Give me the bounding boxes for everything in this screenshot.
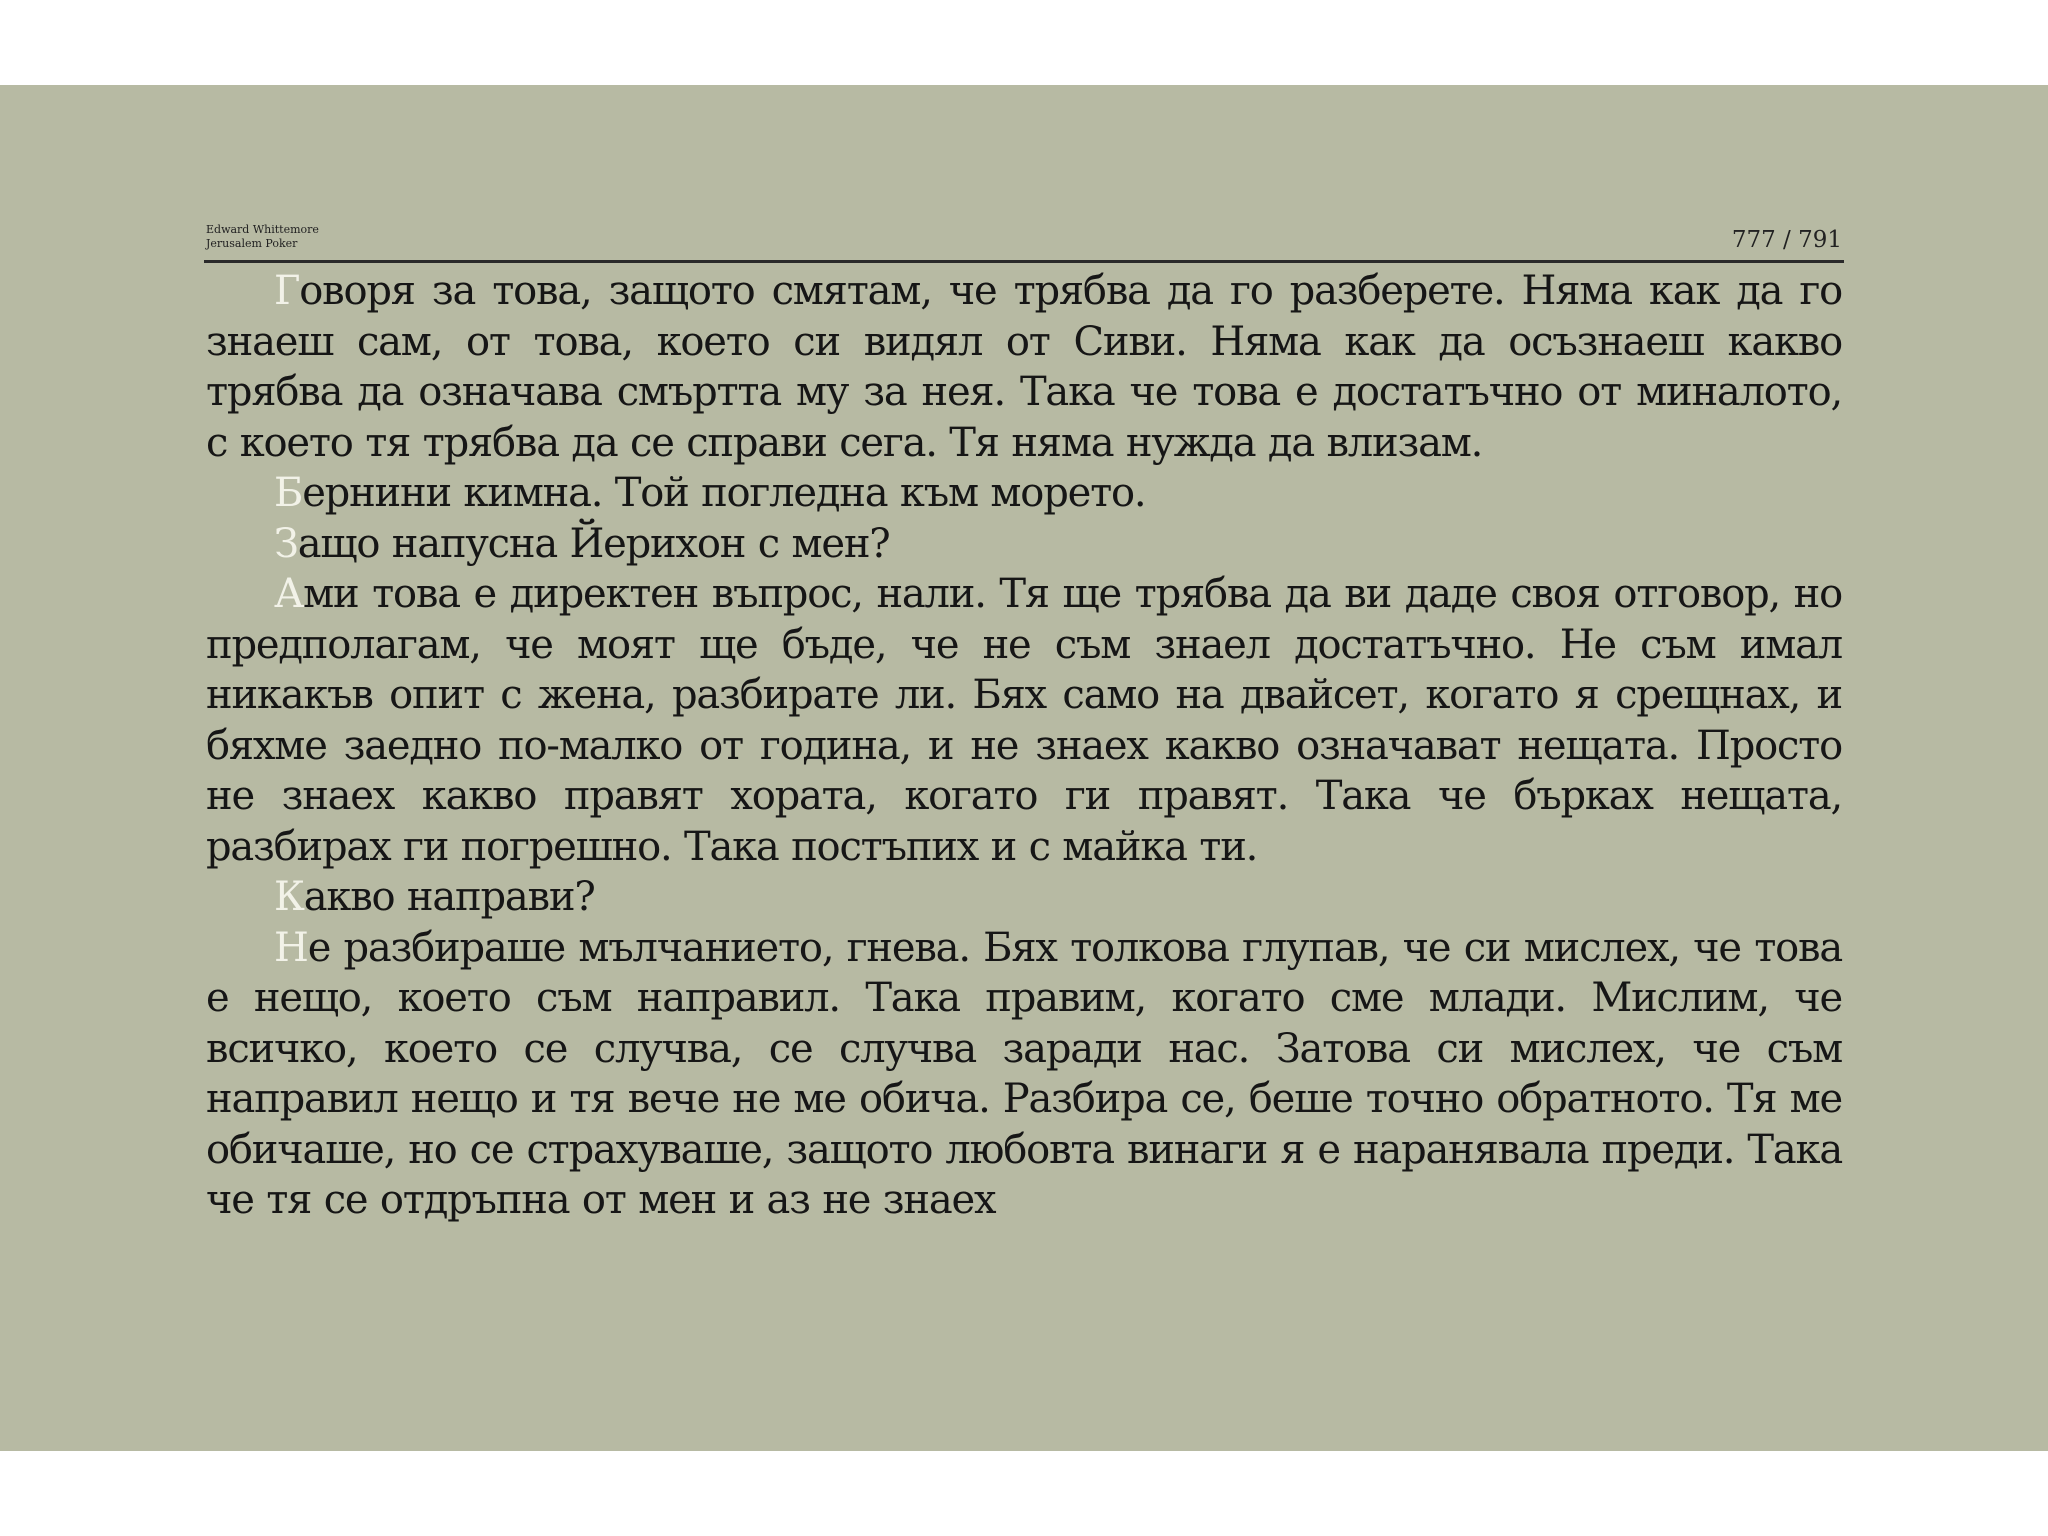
paragraph [206, 519, 1842, 570]
page-header [204, 223, 1844, 263]
paragraph-initial: З [274, 520, 298, 567]
book-title: Jerusalem Poker [206, 237, 298, 250]
paragraph-initial: Г [274, 268, 300, 314]
paragraph [206, 468, 1842, 519]
paragraph-text: ми това е директен въпрос, нали. Тя ще трябва да ви даде своя отговор, но предполагам, че моят ще бъде, че не съм знаел достатъчно. Не съм имал никакъв опит с жена, разбирате ли. Бях само на двайсет, когато я срещнах, и бяхме заедно по-малко от година, и не знаех какво означават нещата. Просто не знаех какво правят хората, когато ги правят. Така че бърках нещата, разбирах ги погрешно. Така постъпих и с майка ти. [206, 571, 1842, 870]
paragraph-text: ащо напусна Йерихон с мен? [297, 520, 890, 567]
book-info [206, 223, 319, 251]
paragraph [206, 872, 1842, 923]
paragraph-text: оворя за това, защото смятам, че трябва да го разберете. Няма как да го знаеш сам, от това, което си видял от Сиви. Няма как да осъзнаеш какво трябва да означава смъртта му за нея. Така че това е достатъчно от миналото, с което тя трябва да се справи сега. Тя няма нужда да влизам. [206, 268, 1842, 466]
paragraph-initial: Н [274, 924, 308, 971]
paragraph [206, 923, 1842, 1226]
paragraph-text: акво направи? [303, 874, 595, 920]
page-indicator: 777 / 791 [1731, 227, 1842, 253]
paragraph-text: ернини кимна. Той погледна към морето. [302, 470, 1146, 516]
paragraph [206, 266, 1842, 468]
paragraph-text: е разбираше мълчанието, гнева. Бях толкова глупав, че си мислех, че това е нещо, което съм направил. Така правим, когато сме млади. Мислим, че всичко, което се случва, се случва заради нас. Затова си мислех, че съм направил нещо и тя вече не ме обича. Разбира се, беше точно обратното. Тя ме обичаше, но се страхуваше, защото любовта винаги я е наранявала преди. Така че тя се отдръпна от мен и аз не знаех [206, 924, 1842, 1223]
book-text [206, 266, 1842, 1226]
paragraph-initial: К [274, 874, 304, 920]
paragraph-initial: А [274, 571, 304, 617]
paragraph [206, 569, 1842, 872]
author-name: Edward Whittemore [206, 223, 319, 236]
paragraph-initial: Б [274, 470, 303, 516]
